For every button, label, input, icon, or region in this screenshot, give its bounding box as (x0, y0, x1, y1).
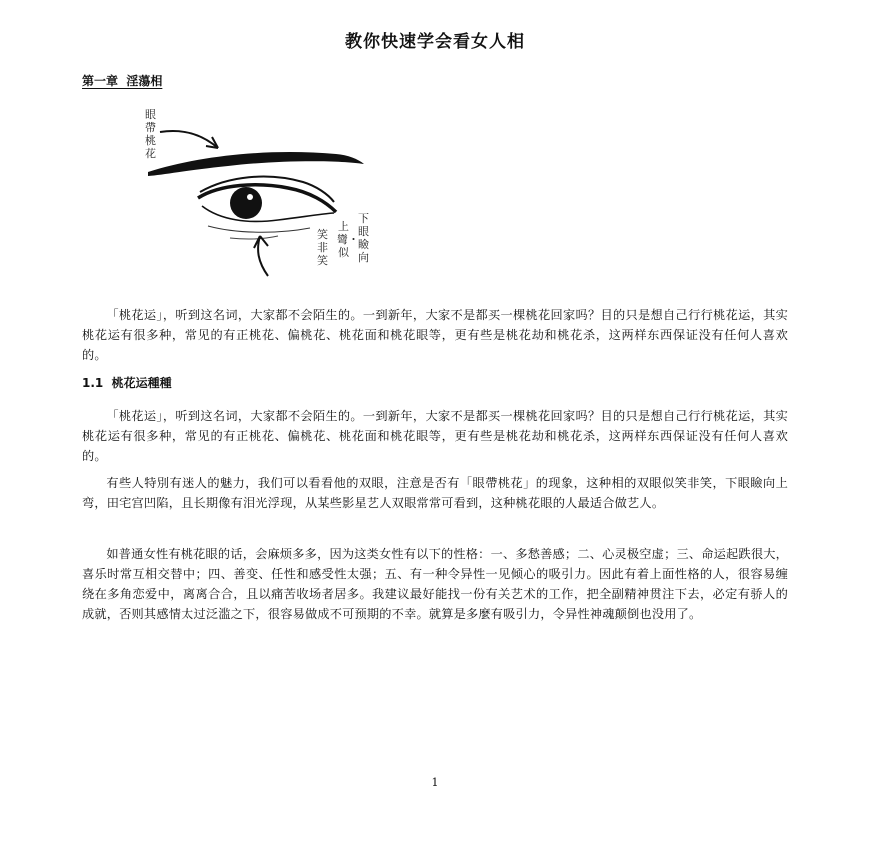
eye-diagram-icon (138, 102, 394, 288)
figure-label-top-left: 眼帶桃花 (145, 108, 156, 160)
figure-label-bottom-a: 笑非笑 (317, 228, 328, 267)
figure-label-bottom-c: 下眼瞼向 (358, 212, 369, 264)
page-number: 1 (431, 776, 439, 789)
chapter-heading: 第一章 淫蕩相 (82, 74, 163, 88)
eye-figure (138, 102, 394, 288)
section-paragraph: 「桃花运」，听到这名词，大家都不会陌生的。一到新年，大家不是都买一棵桃花回家吗？目的只是想自己行行桃花运，其实桃花运有很多种，常见的有正桃花、偏桃花、桃花面和桃花眼等，更有些是桃花劫和桃花杀，这两样东西保证没有任何人喜欢的。 (82, 409, 788, 463)
intro-paragraph: 「桃花运」，听到这名词，大家都不会陌生的。一到新年，大家不是都买一棵桃花回家吗？目的只是想自己行行桃花运，其实桃花运有很多种，常见的有正桃花、偏桃花、桃花面和桃花眼等，更有些是桃花劫和桃花杀，这两样东西保证没有任何人喜欢的。 (82, 308, 788, 362)
section-heading: 1.1 桃花运種種 (82, 376, 172, 390)
section-paragraph: 如普通女性有桃花眼的话，会麻烦多多，因为这类女性有以下的性格：一、多愁善感；二、心灵极空虚；三、命运起跌很大，喜乐时常互相交替中；四、善变、任性和感受性太强；五、有一种令异性一见倾心的吸引力。因此有着上面性格的人，很容易缠绕在多角恋爱中，离离合合，且以痛苦收场者居多。我建议最好能找一份有关艺术的工作，把全副精神贯注下去，必定有骄人的成就，否则其感情太过泛滥之下，很容易做成不可预期的不幸。就算是多麼有吸引力，令异性神魂颠倒也没用了。 (82, 547, 788, 621)
page-title: 教你快速学会看女人相 (345, 32, 525, 52)
figure-label-bottom-b: 上彎・似 (337, 220, 359, 259)
section-paragraph: 有些人特別有迷人的魅力，我们可以看看他的双眼，注意是否有「眼帶桃花」的现象，这种相的双眼似笑非笑，下眼瞼向上弯，田宅宫凹陷，且长期像有泪光浮现，从某些影星艺人双眼常常可看到，这种桃花眼的人最适合做艺人。 (82, 476, 788, 510)
